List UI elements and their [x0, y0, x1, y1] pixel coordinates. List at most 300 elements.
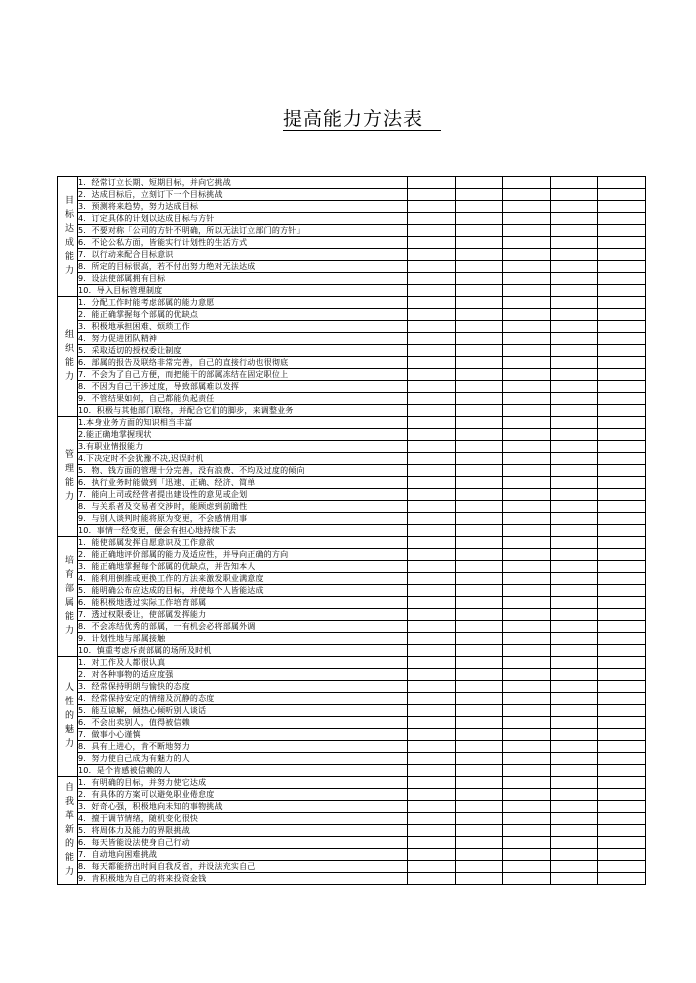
- score-cell[interactable]: [455, 309, 503, 321]
- score-cell[interactable]: [550, 177, 598, 189]
- score-cell[interactable]: [598, 345, 646, 357]
- score-cell[interactable]: [550, 525, 598, 537]
- score-cell[interactable]: [503, 609, 551, 621]
- score-cell[interactable]: [598, 693, 646, 705]
- score-cell[interactable]: [598, 321, 646, 333]
- score-cell[interactable]: [550, 309, 598, 321]
- score-cell[interactable]: [503, 561, 551, 573]
- score-cell[interactable]: [455, 501, 503, 513]
- score-cell[interactable]: [550, 813, 598, 825]
- score-cell[interactable]: [408, 453, 456, 465]
- score-cell[interactable]: [408, 657, 456, 669]
- score-cell[interactable]: [408, 729, 456, 741]
- score-cell[interactable]: [455, 369, 503, 381]
- score-cell[interactable]: [408, 693, 456, 705]
- score-cell[interactable]: [550, 645, 598, 657]
- score-cell[interactable]: [598, 189, 646, 201]
- score-cell[interactable]: [503, 813, 551, 825]
- score-cell[interactable]: [503, 429, 551, 441]
- score-cell[interactable]: [598, 441, 646, 453]
- score-cell[interactable]: [503, 393, 551, 405]
- score-cell[interactable]: [598, 477, 646, 489]
- score-cell[interactable]: [598, 633, 646, 645]
- score-cell[interactable]: [503, 201, 551, 213]
- score-cell[interactable]: [408, 429, 456, 441]
- score-cell[interactable]: [408, 417, 456, 429]
- score-cell[interactable]: [503, 189, 551, 201]
- score-cell[interactable]: [503, 789, 551, 801]
- score-cell[interactable]: [550, 393, 598, 405]
- score-cell[interactable]: [550, 861, 598, 873]
- score-cell[interactable]: [503, 729, 551, 741]
- score-cell[interactable]: [598, 489, 646, 501]
- table-row: [58, 225, 646, 237]
- score-cell[interactable]: [598, 801, 646, 813]
- score-cell[interactable]: [408, 549, 456, 561]
- score-cell[interactable]: [550, 489, 598, 501]
- score-cell[interactable]: [408, 777, 456, 789]
- score-cell[interactable]: [408, 273, 456, 285]
- score-cell[interactable]: [455, 237, 503, 249]
- score-cell[interactable]: [550, 213, 598, 225]
- score-cell[interactable]: [455, 261, 503, 273]
- score-cell[interactable]: [455, 465, 503, 477]
- score-cell[interactable]: [550, 381, 598, 393]
- score-cell[interactable]: [503, 177, 551, 189]
- score-cell[interactable]: [455, 669, 503, 681]
- score-cell[interactable]: [455, 777, 503, 789]
- score-cell[interactable]: [408, 765, 456, 777]
- score-cell[interactable]: [550, 237, 598, 249]
- score-cell[interactable]: [455, 609, 503, 621]
- score-cell[interactable]: [455, 537, 503, 549]
- score-cell[interactable]: [550, 789, 598, 801]
- score-cell[interactable]: [550, 561, 598, 573]
- score-cell[interactable]: [598, 201, 646, 213]
- score-cell[interactable]: [408, 177, 456, 189]
- score-cell[interactable]: [408, 597, 456, 609]
- table-row: [58, 537, 646, 549]
- score-cell[interactable]: [503, 825, 551, 837]
- score-cell[interactable]: [598, 357, 646, 369]
- score-cell[interactable]: [598, 501, 646, 513]
- score-cell[interactable]: [455, 417, 503, 429]
- score-cell[interactable]: [503, 525, 551, 537]
- score-cell[interactable]: [550, 753, 598, 765]
- score-cell[interactable]: [455, 285, 503, 297]
- score-cell[interactable]: [408, 537, 456, 549]
- score-cell[interactable]: [503, 801, 551, 813]
- score-cell[interactable]: [455, 873, 503, 885]
- score-cell[interactable]: [408, 849, 456, 861]
- score-cell[interactable]: [408, 225, 456, 237]
- score-cell[interactable]: [455, 189, 503, 201]
- score-cell[interactable]: [598, 861, 646, 873]
- score-cell[interactable]: [455, 765, 503, 777]
- score-cell[interactable]: [550, 657, 598, 669]
- score-cell[interactable]: [455, 201, 503, 213]
- score-cell[interactable]: [550, 225, 598, 237]
- score-cell[interactable]: [503, 285, 551, 297]
- score-cell[interactable]: [598, 549, 646, 561]
- score-cell[interactable]: [455, 513, 503, 525]
- score-cell[interactable]: [598, 429, 646, 441]
- score-cell[interactable]: [503, 741, 551, 753]
- score-cell[interactable]: [408, 573, 456, 585]
- score-cell[interactable]: [408, 813, 456, 825]
- score-cell[interactable]: [455, 813, 503, 825]
- score-cell[interactable]: [408, 441, 456, 453]
- score-cell[interactable]: [503, 873, 551, 885]
- score-cell[interactable]: [503, 549, 551, 561]
- score-cell[interactable]: [598, 753, 646, 765]
- score-cell[interactable]: [503, 681, 551, 693]
- score-cell[interactable]: [503, 237, 551, 249]
- score-cell[interactable]: [408, 321, 456, 333]
- score-cell[interactable]: [408, 489, 456, 501]
- score-cell[interactable]: [455, 681, 503, 693]
- score-cell[interactable]: [598, 273, 646, 285]
- score-cell[interactable]: [408, 873, 456, 885]
- score-cell[interactable]: [598, 297, 646, 309]
- score-cell[interactable]: [550, 549, 598, 561]
- score-cell[interactable]: [408, 381, 456, 393]
- score-cell[interactable]: [408, 837, 456, 849]
- score-cell[interactable]: [598, 537, 646, 549]
- score-cell[interactable]: [503, 369, 551, 381]
- score-cell[interactable]: [455, 249, 503, 261]
- score-cell[interactable]: [598, 369, 646, 381]
- score-cell[interactable]: [550, 189, 598, 201]
- score-cell[interactable]: [550, 765, 598, 777]
- score-cell[interactable]: [408, 261, 456, 273]
- score-cell[interactable]: [408, 477, 456, 489]
- score-cell[interactable]: [408, 393, 456, 405]
- score-cell[interactable]: [550, 201, 598, 213]
- score-cell[interactable]: [550, 705, 598, 717]
- score-cell[interactable]: [455, 837, 503, 849]
- score-cell[interactable]: [503, 465, 551, 477]
- table-row: [58, 525, 646, 537]
- score-cell[interactable]: [455, 705, 503, 717]
- score-cell[interactable]: [503, 645, 551, 657]
- score-cell[interactable]: [408, 633, 456, 645]
- score-cell[interactable]: [598, 813, 646, 825]
- score-cell[interactable]: [455, 789, 503, 801]
- score-cell[interactable]: [455, 393, 503, 405]
- score-cell[interactable]: [503, 861, 551, 873]
- score-cell[interactable]: [408, 645, 456, 657]
- score-cell[interactable]: [503, 705, 551, 717]
- score-cell[interactable]: [408, 513, 456, 525]
- score-cell[interactable]: [550, 357, 598, 369]
- score-cell[interactable]: [598, 729, 646, 741]
- score-cell[interactable]: [455, 741, 503, 753]
- score-cell[interactable]: [598, 453, 646, 465]
- score-cell[interactable]: [550, 693, 598, 705]
- score-cell[interactable]: [455, 693, 503, 705]
- score-cell[interactable]: [455, 345, 503, 357]
- score-cell[interactable]: [550, 849, 598, 861]
- score-cell[interactable]: [550, 585, 598, 597]
- score-cell[interactable]: [550, 321, 598, 333]
- score-cell[interactable]: [408, 285, 456, 297]
- score-cell[interactable]: [455, 489, 503, 501]
- score-cell[interactable]: [455, 429, 503, 441]
- score-cell[interactable]: [550, 825, 598, 837]
- score-cell[interactable]: [408, 741, 456, 753]
- score-cell[interactable]: [408, 237, 456, 249]
- score-cell[interactable]: [455, 453, 503, 465]
- score-cell[interactable]: [503, 489, 551, 501]
- score-cell[interactable]: [598, 225, 646, 237]
- score-cell[interactable]: [503, 597, 551, 609]
- score-cell[interactable]: [598, 741, 646, 753]
- score-cell[interactable]: [503, 321, 551, 333]
- score-cell[interactable]: [598, 561, 646, 573]
- score-cell[interactable]: [550, 717, 598, 729]
- score-cell[interactable]: [503, 261, 551, 273]
- score-cell[interactable]: [503, 309, 551, 321]
- score-cell[interactable]: [598, 417, 646, 429]
- score-cell[interactable]: [408, 357, 456, 369]
- score-cell[interactable]: [598, 837, 646, 849]
- score-cell[interactable]: [503, 441, 551, 453]
- score-cell[interactable]: [455, 525, 503, 537]
- score-cell[interactable]: [408, 309, 456, 321]
- score-cell[interactable]: [503, 225, 551, 237]
- score-cell[interactable]: [550, 573, 598, 585]
- score-cell[interactable]: [503, 753, 551, 765]
- score-cell[interactable]: [408, 861, 456, 873]
- score-cell[interactable]: [598, 597, 646, 609]
- score-cell[interactable]: [598, 213, 646, 225]
- score-cell[interactable]: [455, 225, 503, 237]
- score-cell[interactable]: [408, 609, 456, 621]
- score-cell[interactable]: [550, 741, 598, 753]
- score-cell[interactable]: [408, 525, 456, 537]
- score-cell[interactable]: [550, 633, 598, 645]
- score-cell[interactable]: [503, 381, 551, 393]
- score-cell[interactable]: [503, 513, 551, 525]
- score-cell[interactable]: [408, 369, 456, 381]
- score-cell[interactable]: [455, 801, 503, 813]
- score-cell[interactable]: [455, 321, 503, 333]
- score-cell[interactable]: [408, 717, 456, 729]
- score-cell[interactable]: [503, 345, 551, 357]
- score-cell[interactable]: [455, 597, 503, 609]
- score-cell[interactable]: [550, 873, 598, 885]
- score-cell[interactable]: [408, 345, 456, 357]
- score-cell[interactable]: [503, 273, 551, 285]
- score-cell[interactable]: [550, 597, 598, 609]
- score-cell[interactable]: [598, 873, 646, 885]
- score-cell[interactable]: [408, 789, 456, 801]
- score-cell[interactable]: [455, 561, 503, 573]
- score-cell[interactable]: [408, 705, 456, 717]
- score-cell[interactable]: [550, 297, 598, 309]
- score-cell[interactable]: [455, 549, 503, 561]
- score-cell[interactable]: [503, 849, 551, 861]
- score-cell[interactable]: [408, 405, 456, 417]
- score-cell[interactable]: [503, 717, 551, 729]
- score-cell[interactable]: [408, 297, 456, 309]
- score-cell[interactable]: [550, 441, 598, 453]
- score-cell[interactable]: [408, 333, 456, 345]
- score-cell[interactable]: [550, 273, 598, 285]
- score-cell[interactable]: [503, 633, 551, 645]
- score-cell[interactable]: [503, 621, 551, 633]
- score-cell[interactable]: [408, 753, 456, 765]
- score-cell[interactable]: [455, 645, 503, 657]
- score-cell[interactable]: [503, 333, 551, 345]
- score-cell[interactable]: [550, 501, 598, 513]
- score-cell[interactable]: [550, 513, 598, 525]
- score-cell[interactable]: [550, 477, 598, 489]
- score-cell[interactable]: [455, 753, 503, 765]
- score-cell[interactable]: [598, 465, 646, 477]
- score-cell[interactable]: [598, 609, 646, 621]
- score-cell[interactable]: [455, 333, 503, 345]
- score-cell[interactable]: [550, 729, 598, 741]
- score-cell[interactable]: [598, 585, 646, 597]
- score-cell[interactable]: [455, 717, 503, 729]
- score-cell[interactable]: [550, 429, 598, 441]
- score-cell[interactable]: [598, 393, 646, 405]
- score-cell[interactable]: [550, 405, 598, 417]
- score-cell[interactable]: [455, 213, 503, 225]
- score-cell[interactable]: [455, 357, 503, 369]
- score-cell[interactable]: [598, 177, 646, 189]
- score-cell[interactable]: [408, 801, 456, 813]
- score-cell[interactable]: [503, 213, 551, 225]
- score-cell[interactable]: [455, 573, 503, 585]
- score-cell[interactable]: [550, 333, 598, 345]
- score-cell[interactable]: [455, 585, 503, 597]
- score-cell[interactable]: [408, 681, 456, 693]
- score-cell[interactable]: [408, 585, 456, 597]
- score-cell[interactable]: [550, 465, 598, 477]
- score-cell[interactable]: [598, 573, 646, 585]
- score-cell[interactable]: [598, 789, 646, 801]
- score-cell[interactable]: [598, 525, 646, 537]
- score-cell[interactable]: [455, 861, 503, 873]
- score-cell[interactable]: [598, 249, 646, 261]
- score-cell[interactable]: [598, 657, 646, 669]
- score-cell[interactable]: [598, 849, 646, 861]
- score-cell[interactable]: [598, 261, 646, 273]
- item-text: 6．部属的报告及联络非常完善，自己的直接行动也很彻底: [78, 357, 408, 369]
- score-cell[interactable]: [503, 657, 551, 669]
- score-cell[interactable]: [550, 453, 598, 465]
- score-cell[interactable]: [408, 621, 456, 633]
- score-cell[interactable]: [455, 633, 503, 645]
- score-cell[interactable]: [455, 177, 503, 189]
- score-cell[interactable]: [550, 669, 598, 681]
- score-cell[interactable]: [598, 309, 646, 321]
- score-cell[interactable]: [598, 765, 646, 777]
- score-cell[interactable]: [598, 645, 646, 657]
- score-cell[interactable]: [408, 561, 456, 573]
- score-cell[interactable]: [455, 297, 503, 309]
- score-cell[interactable]: [408, 825, 456, 837]
- score-cell[interactable]: [598, 669, 646, 681]
- score-cell[interactable]: [598, 705, 646, 717]
- score-cell[interactable]: [503, 777, 551, 789]
- score-cell[interactable]: [455, 441, 503, 453]
- score-cell[interactable]: [598, 621, 646, 633]
- score-cell[interactable]: [550, 609, 598, 621]
- score-cell[interactable]: [455, 825, 503, 837]
- score-cell[interactable]: [550, 777, 598, 789]
- score-cell[interactable]: [455, 405, 503, 417]
- score-cell[interactable]: [550, 261, 598, 273]
- score-cell[interactable]: [598, 825, 646, 837]
- score-cell[interactable]: [503, 249, 551, 261]
- score-cell[interactable]: [550, 621, 598, 633]
- score-cell[interactable]: [598, 381, 646, 393]
- score-cell[interactable]: [550, 249, 598, 261]
- score-cell[interactable]: [408, 213, 456, 225]
- score-cell[interactable]: [598, 285, 646, 297]
- score-cell[interactable]: [408, 189, 456, 201]
- score-cell[interactable]: [598, 717, 646, 729]
- score-cell[interactable]: [503, 693, 551, 705]
- score-cell[interactable]: [455, 729, 503, 741]
- score-cell[interactable]: [455, 273, 503, 285]
- score-cell[interactable]: [503, 357, 551, 369]
- score-cell[interactable]: [408, 249, 456, 261]
- score-cell[interactable]: [550, 837, 598, 849]
- score-cell[interactable]: [550, 417, 598, 429]
- score-cell[interactable]: [503, 765, 551, 777]
- score-cell[interactable]: [598, 333, 646, 345]
- score-cell[interactable]: [598, 237, 646, 249]
- score-cell[interactable]: [408, 501, 456, 513]
- score-cell[interactable]: [455, 381, 503, 393]
- score-cell[interactable]: [503, 585, 551, 597]
- score-cell[interactable]: [550, 285, 598, 297]
- score-cell[interactable]: [550, 537, 598, 549]
- score-cell[interactable]: [503, 501, 551, 513]
- score-cell[interactable]: [550, 681, 598, 693]
- score-cell[interactable]: [503, 417, 551, 429]
- score-cell[interactable]: [503, 537, 551, 549]
- item-text: 1.本身业务方面的知识相当丰富: [78, 417, 408, 429]
- score-cell[interactable]: [455, 849, 503, 861]
- score-cell[interactable]: [408, 201, 456, 213]
- score-cell[interactable]: [598, 777, 646, 789]
- score-cell[interactable]: [503, 477, 551, 489]
- score-cell[interactable]: [408, 465, 456, 477]
- score-cell[interactable]: [550, 801, 598, 813]
- score-cell[interactable]: [550, 369, 598, 381]
- score-cell[interactable]: [598, 405, 646, 417]
- score-cell[interactable]: [503, 297, 551, 309]
- score-cell[interactable]: [503, 453, 551, 465]
- score-cell[interactable]: [503, 669, 551, 681]
- score-cell[interactable]: [503, 405, 551, 417]
- score-cell[interactable]: [598, 513, 646, 525]
- score-cell[interactable]: [503, 837, 551, 849]
- score-cell[interactable]: [455, 657, 503, 669]
- score-cell[interactable]: [455, 621, 503, 633]
- score-cell[interactable]: [503, 573, 551, 585]
- score-cell[interactable]: [408, 669, 456, 681]
- score-cell[interactable]: [598, 681, 646, 693]
- score-cell[interactable]: [550, 345, 598, 357]
- score-cell[interactable]: [455, 477, 503, 489]
